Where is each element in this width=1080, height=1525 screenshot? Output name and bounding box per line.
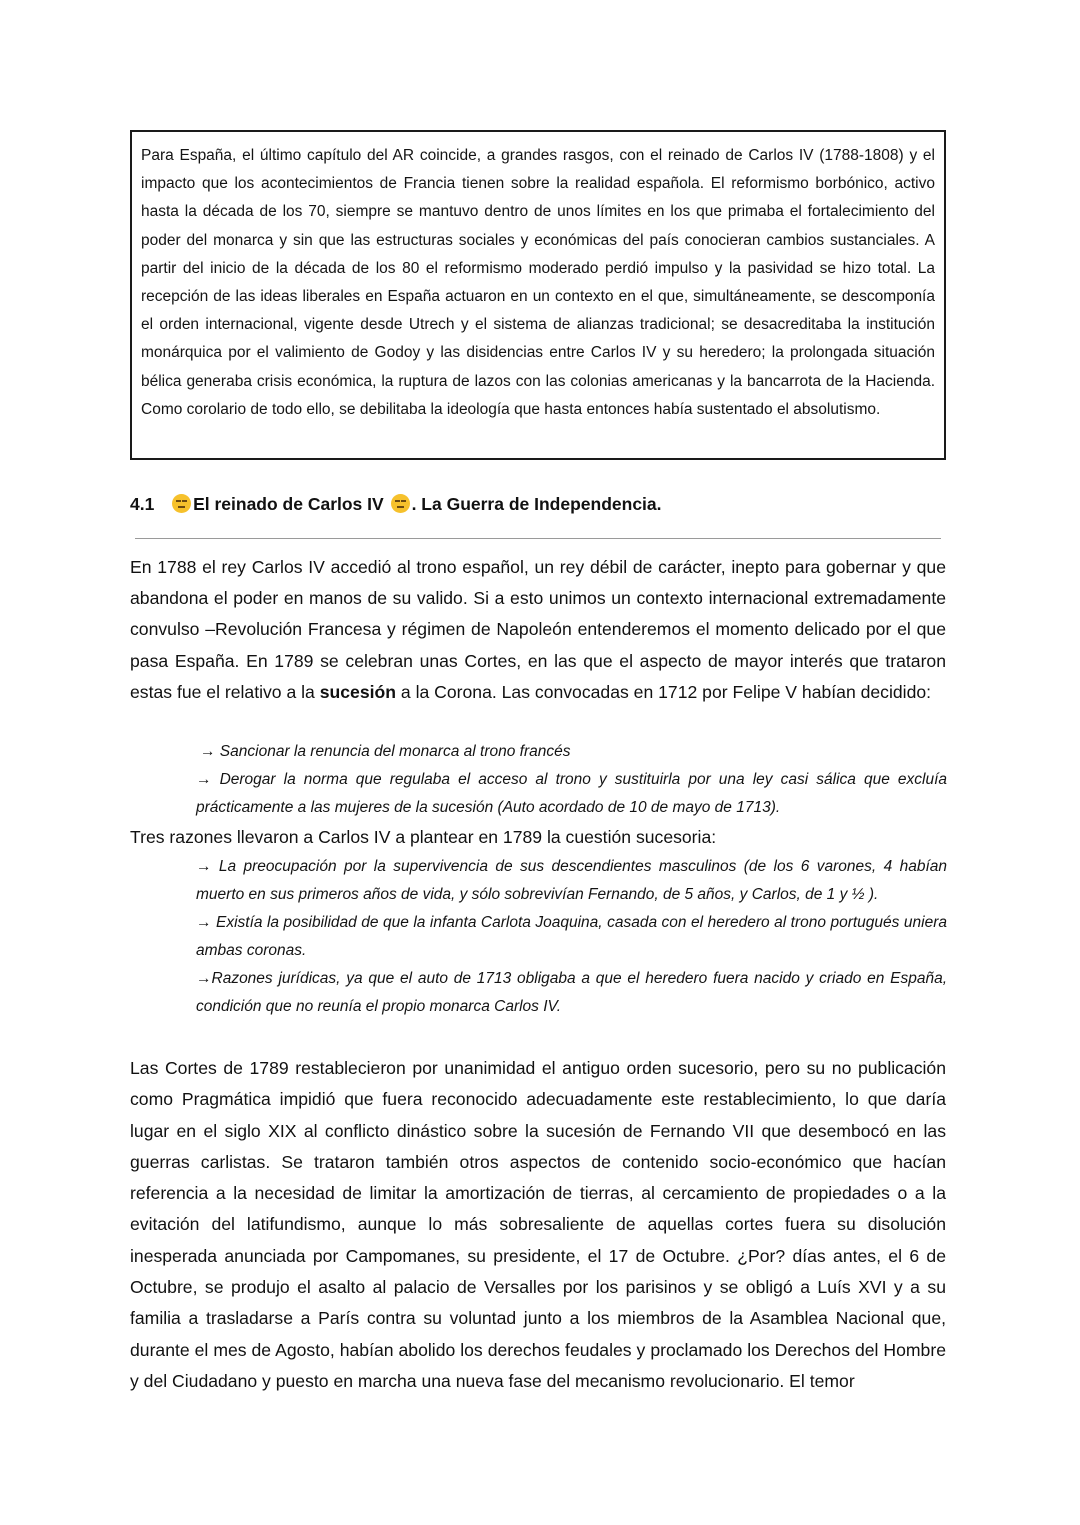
reasons-list [196, 853, 947, 1021]
section-title-part1: El reinado de Carlos IV [193, 494, 384, 514]
paragraph-1 [130, 552, 946, 708]
list-item: → Sancionar la renuncia del monarca al trono francés [200, 743, 571, 760]
intro-text: Para España, el último capítulo del AR coincide, a grandes rasgos, con el reinado de Carlos IV (1788-1808) y el impacto que los acontecimientos de Francia tienen sobre la realidad española. El reformismo borbónico, activo hasta la década de los 70, siempre se mantuvo dentro de unos límites en los que primaba el fortalecimiento del poder del monarca y sin que las estructuras sociales y económicas del país conocieran cambios sustanciales. A partir del inicio de la década de los 80 el reformismo moderado perdió impulso y la pasividad se hizo total. La recepción de las ideas liberales en España actuaron en un contexto en el que, simultáneamente, se descomponía el orden internacional, vigente desde Utrech y el sistema de alianzas tradicional; se desacreditaba la institución monárquica por el valimiento de Godoy y las disidencias entre Carlos IV y su heredero; la prolongada situación bélica generaba crisis económica, la ruptura de lazos con las colonias americanas y la bancarrota de la Hacienda. Como corolario de todo ello, se debilitaba la ideología que hasta entonces había sustentado el absolutismo. [141, 147, 935, 418]
expressionless-face-icon [391, 494, 410, 513]
paragraph-3 [130, 1053, 946, 1397]
list-item: → La preocupación por la supervivencia de sus descendientes masculinos (de los 6 varones, 4 habían muerto en sus primeros años de vida, y sólo sobrevivían Fernando, de 5 años, y Carlos, de 1 y ½ ). [196, 858, 947, 903]
section-title-part2: . La Guerra de Independencia. [411, 494, 662, 514]
list-item: → Derogar la norma que regulaba el acceso al trono y sustituirla por una ley casi sálica que excluía prácticamente a las mujeres de la sucesión (Auto acordado de 10 de mayo de 1713). [196, 771, 947, 816]
section-number: 4.1 [130, 494, 155, 514]
list-item: → Existía la posibilidad de que la infanta Carlota Joaquina, casada con el heredero al trono portugués uniera ambas coronas. [196, 914, 947, 959]
section-heading [130, 490, 946, 518]
paragraph-2 [130, 822, 946, 852]
paragraph-1-bold-term: sucesión [319, 681, 397, 702]
list-item: →Razones jurídicas, ya que el auto de 1713 obligaba a que el heredero fuera nacido y criado en España, condición que no reunía el propio monarca Carlos IV. [196, 970, 947, 1015]
intro-box [130, 130, 946, 460]
decision-list [196, 738, 947, 822]
section-divider [135, 538, 941, 539]
expressionless-face-icon [172, 494, 191, 513]
paragraph-1-text: En 1788 el rey Carlos IV accedió al trono español, un rey débil de carácter, inepto para gobernar y que abandona el poder en manos de su valido. Si a esto unimos un contexto internacional extremadamente convulso –Revolución Francesa y régimen de Napoleón entenderemos el momento delicado por el que pasa España. En 1789 se celebran unas Cortes, en las que el aspecto de mayor interés que trataron estas fue el relativo a la [130, 557, 946, 702]
paragraph-3-text: Las Cortes de 1789 restablecieron por unanimidad el antiguo orden sucesorio, pero su no publicación como Pragmática impidió que fuera reconocido adecuadamente este restablecimiento, lo que daría lugar en el siglo XIX al conflicto dinástico sobre la sucesión de Fernando VII que desembocó en las guerras carlistas. Se trataron también otros aspectos de contenido socio-económico que hacían referencia a la necesidad de limitar la amortización de tierras, al cercamiento de propiedades o a la evitación del latifundismo, aunque lo más sobresaliente de aquellas cortes fuera su disolución inesperada anunciada por Campomanes, su presidente, el 17 de Octubre. ¿Por? días antes, el 6 de Octubre, se produjo el asalto al palacio de Versalles por los parisinos y se obligó a Luís XVI y a su familia a trasladarse a París contra su voluntad junto a los miembros de la Asamblea Nacional que, durante el mes de Agosto, habían abolido los derechos feudales y proclamado los Derechos del Hombre y del Ciudadano y puesto en marcha una nueva fase del mecanismo revolucionario. El temor [130, 1058, 946, 1391]
paragraph-1-text-end: a la Corona. Las convocadas en 1712 por Felipe V habían decidido: [400, 681, 932, 702]
paragraph-2-text: Tres razones llevaron a Carlos IV a plantear en 1789 la cuestión sucesoria: [130, 827, 717, 847]
